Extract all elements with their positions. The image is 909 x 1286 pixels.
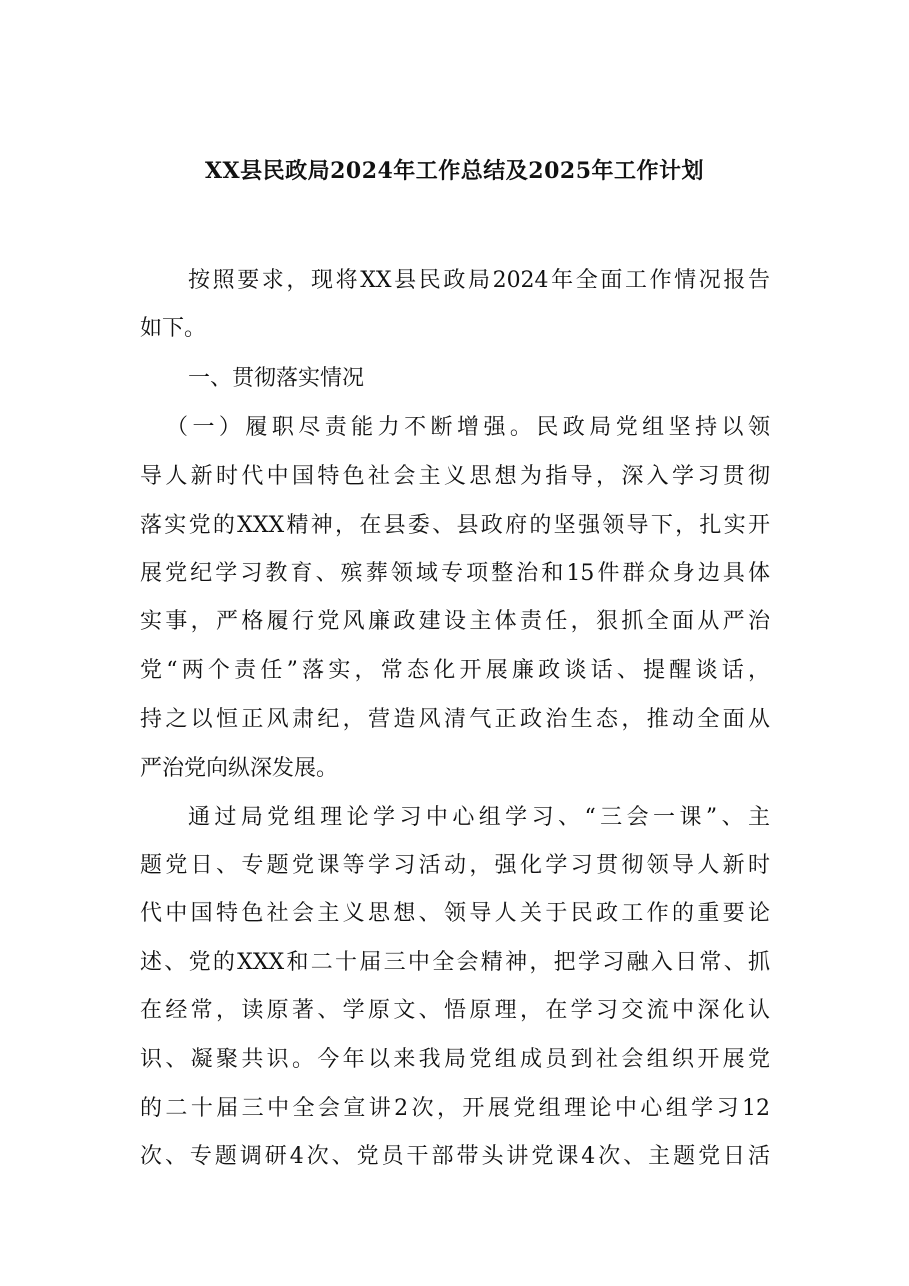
section-heading: 一、贯彻落实情况 [188,366,365,391]
paragraph-line: 持之以恒正风肃纪，营造风清气正政治生态，推动全面从 [140,707,770,732]
paragraph-line: 实事，严格履行党风廉政建设主体责任，狠抓全面从严治 [140,609,770,634]
paragraph-line: 次、专题调研4次、党员干部带头讲党课4次、主题党日活 [140,1144,770,1169]
paragraph-line: 在经常，读原著、学原文、悟原理，在学习交流中深化认 [140,998,770,1023]
paragraph-line: 党“两个责任”落实，常态化开展廉政谈话、提醒谈话， [140,658,770,683]
paragraph-line: 严治党向纵深发展。 [140,756,339,781]
paragraph-line: 识、凝聚共识。今年以来我局党组成员到社会组织开展党 [140,1047,770,1072]
paragraph-line: 题党日、专题党课等学习活动，强化学习贯彻领导人新时 [140,853,770,878]
paragraph-line: 代中国特色社会主义思想、领导人关于民政工作的重要论 [140,901,770,926]
paragraph-line: 按照要求，现将XX县民政局2024年全面工作情况报告 [188,268,770,293]
paragraph-line: 落实党的XXX精神，在县委、县政府的坚强领导下，扎实开 [140,513,770,538]
paragraph-line: （一）履职尽责能力不断增强。民政局党组坚持以领 [166,415,770,440]
paragraph-line: 述、党的XXX和二十届三中全会精神，把学习融入日常、抓 [140,950,770,975]
paragraph-line: 通过局党组理论学习中心组学习、“三会一课”、主 [188,805,770,830]
paragraph-line: 如下。 [140,316,207,341]
paragraph-line: 的二十届三中全会宣讲2次，开展党组理论中心组学习12 [140,1096,770,1121]
paragraph-line: 展党纪学习教育、殡葬领域专项整治和15件群众身边具体 [140,561,770,586]
paragraph-line: 导人新时代中国特色社会主义思想为指导，深入学习贯彻 [140,464,770,489]
document-title: XX县民政局2024年工作总结及2025年工作计划 [204,158,705,184]
